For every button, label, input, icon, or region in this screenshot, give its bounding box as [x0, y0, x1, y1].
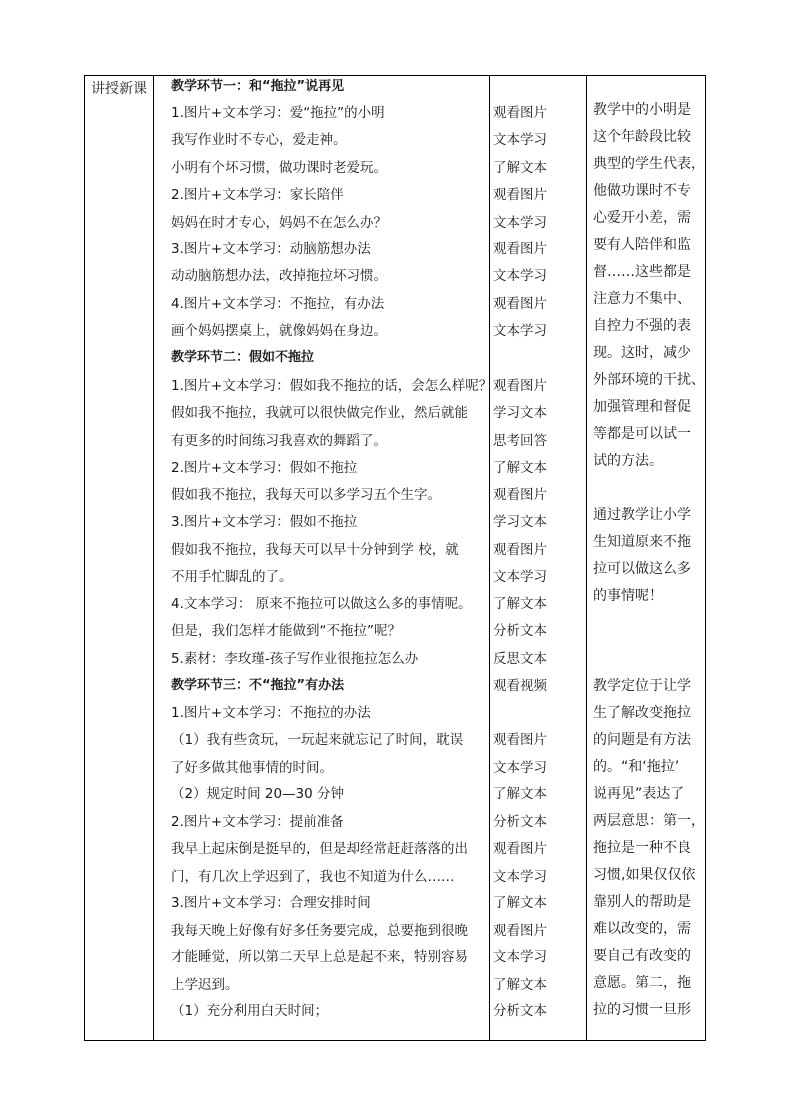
activity-line: 分析文本: [493, 814, 547, 830]
note-line: 说再见”表达了: [593, 786, 685, 802]
activity-line: 观看图片: [493, 241, 547, 257]
content-line: 妈妈在时才专心，妈妈不在怎么办？: [171, 215, 387, 231]
note-line: 拉可以做这么多: [593, 561, 691, 577]
activity-line: 思考回答: [493, 433, 547, 449]
content-line: 1.图片+文本学习：假如我不拖拉的话，会怎么样呢？: [171, 378, 493, 394]
content-line: 2.图片+文本学习：提前准备: [171, 814, 344, 830]
activity-line: 观看图片: [493, 923, 547, 939]
content-line: 我早上起床倒是挺早的，但是却经常赶赶落落的出: [171, 841, 468, 857]
activity-line: 文本学习: [493, 569, 547, 585]
row-label-cell: [85, 76, 153, 1040]
activity-line: 文本学习: [493, 869, 547, 885]
section-heading: 教学环节二：假如不拖拉: [171, 350, 315, 365]
note-line: 通过教学让小学: [593, 507, 691, 523]
content-line: 小明有个坏习惯，做功课时老爱玩。: [171, 160, 387, 176]
activity-line: 了解文本: [493, 786, 547, 802]
activity-line: 文本学习: [493, 215, 547, 231]
note-line: 意愿。第二，拖: [593, 975, 691, 991]
section-heading: 教学环节三：不“拖拉”有办法: [171, 678, 345, 693]
content-line: 有更多的时间练习我喜欢的舞蹈了。: [171, 433, 387, 449]
note-line: 他做功课时不专: [593, 183, 691, 199]
content-line: （1）我有些贪玩，一玩起来就忘记了时间，耽误: [171, 732, 464, 748]
content-line: 2.图片+文本学习：假如不拖拉: [171, 460, 358, 476]
activity-line: 文本学习: [493, 949, 547, 965]
note-line: 拖拉是一种不良: [593, 840, 691, 856]
content-line: 4.文本学习： 原来不拖拉可以做这么多的事情呢。: [171, 596, 472, 612]
note-line: 典型的学生代表，: [593, 156, 705, 172]
note-line: 督……这些都是: [593, 264, 691, 280]
activity-line: 了解文本: [493, 596, 547, 612]
note-line: 的问题是有方法: [593, 732, 691, 748]
note-line: 难以改变的，需: [593, 921, 691, 937]
note-line: 两层意思：第一，: [593, 813, 705, 829]
activity-line: 了解文本: [493, 977, 547, 993]
activity-line: 学习文本: [493, 405, 547, 421]
activity-line: 观看图片: [493, 378, 547, 394]
content-line: 才能睡觉，所以第二天早上总是起不来，特别容易: [171, 949, 468, 965]
activity-line: 观看图片: [493, 187, 547, 203]
activity-line: 观看图片: [493, 841, 547, 857]
content-line: （1）充分利用白天时间；: [171, 1003, 329, 1019]
activity-line: 了解文本: [493, 160, 547, 176]
note-line: 加强管理和督促: [593, 399, 691, 415]
content-line: 4.图片+文本学习：不拖拉，有办法: [171, 296, 385, 312]
content-line: 1.图片+文本学习：爱“拖拉”的小明: [171, 105, 385, 121]
content-line: 假如我不拖拉，我每天可以多学习五个生字。: [171, 487, 441, 503]
column-divider: [153, 76, 154, 1040]
activity-line: 观看图片: [493, 487, 547, 503]
content-line: 了好多做其他事情的时间。: [171, 760, 333, 776]
content-line: 我写作业时不专心，爱走神。: [171, 132, 347, 148]
content-line: 画个妈妈摆桌上，就像妈妈在身边。: [171, 323, 387, 339]
content-line: 5.素材：李玫瑾-孩子写作业很拖拉怎么办: [171, 651, 419, 667]
note-line: 教学中的小明是: [593, 102, 691, 118]
content-line: 门，有几次上学迟到了，我也不知道为什么……: [171, 869, 455, 885]
content-line: 我每天晚上好像有好多任务要完成，总要拖到很晚: [171, 923, 468, 939]
note-line: 拉的习惯一旦形: [593, 1002, 691, 1018]
note-line: 试的方法。: [593, 453, 663, 469]
note-line: 外部环境的干扰、: [593, 372, 705, 388]
activity-line: 了解文本: [493, 895, 547, 911]
activity-line: 文本学习: [493, 268, 547, 284]
design-notes-cell: [587, 76, 707, 1040]
activity-line: 反思文本: [493, 651, 547, 667]
note-line: 生了解改变拖拉: [593, 705, 691, 721]
activity-line: 学习文本: [493, 514, 547, 530]
note-line: 习惯,如果仅仅依: [593, 867, 696, 883]
note-line: 生知道原来不拖: [593, 534, 691, 550]
note-line: 要自己有改变的: [593, 948, 691, 964]
activity-line: 文本学习: [493, 323, 547, 339]
student-activity-cell: [493, 76, 583, 1040]
activity-line: 分析文本: [493, 1003, 547, 1019]
content-line: 动动脑筋想办法，改掉拖拉坏习惯。: [171, 268, 387, 284]
content-line: （2）规定时间 20—30 分钟: [171, 786, 345, 802]
activity-line: 观看图片: [493, 105, 547, 121]
activity-line: 观看图片: [493, 296, 547, 312]
activity-line: 文本学习: [493, 760, 547, 776]
note-line: 的事情呢！: [593, 588, 663, 604]
activity-line: 了解文本: [493, 460, 547, 476]
activity-line: 观看图片: [493, 732, 547, 748]
content-line: 假如我不拖拉，我每天可以早十分钟到学 校，就: [171, 542, 459, 558]
content-line: 假如我不拖拉，我就可以很快做完作业，然后就能: [171, 405, 468, 421]
content-line: 3.图片+文本学习：合理安排时间: [171, 895, 371, 911]
content-line: 上学迟到。: [171, 977, 239, 993]
note-line: 自控力不强的表: [593, 318, 691, 334]
note-line: 的。“和‘拖拉’: [593, 759, 680, 775]
activity-line: 观看视频: [493, 678, 547, 694]
note-line: 注意力不集中、: [593, 291, 691, 307]
content-line: 3.图片+文本学习：假如不拖拉: [171, 514, 358, 530]
activity-line: 文本学习: [493, 132, 547, 148]
note-line: 等都是可以试一: [593, 426, 691, 442]
note-line: 靠别人的帮助是: [593, 894, 691, 910]
content-line: 1.图片+文本学习：不拖拉的办法: [171, 705, 371, 721]
content-line: 3.图片+文本学习：动脑筋想办法: [171, 241, 371, 257]
section-heading: 教学环节一：和“拖拉”说再见: [171, 79, 345, 94]
note-line: 教学定位于让学: [593, 678, 691, 694]
content-line: 不用手忙脚乱的了。: [171, 569, 293, 585]
note-line: 这个年龄段比较: [593, 129, 691, 145]
content-line: 2.图片+文本学习：家长陪伴: [171, 187, 344, 203]
note-line: 现。这时，减少: [593, 345, 691, 361]
activity-line: 观看图片: [493, 542, 547, 558]
content-line: 但是，我们怎样才能做到“不拖拉”呢？: [171, 623, 401, 639]
note-line: 要有人陪伴和监: [593, 237, 691, 253]
lesson-plan-table: [84, 75, 706, 1041]
row-label: 讲授新课: [91, 81, 147, 97]
note-line: 心爱开小差，需: [593, 210, 691, 226]
activity-line: 分析文本: [493, 623, 547, 639]
